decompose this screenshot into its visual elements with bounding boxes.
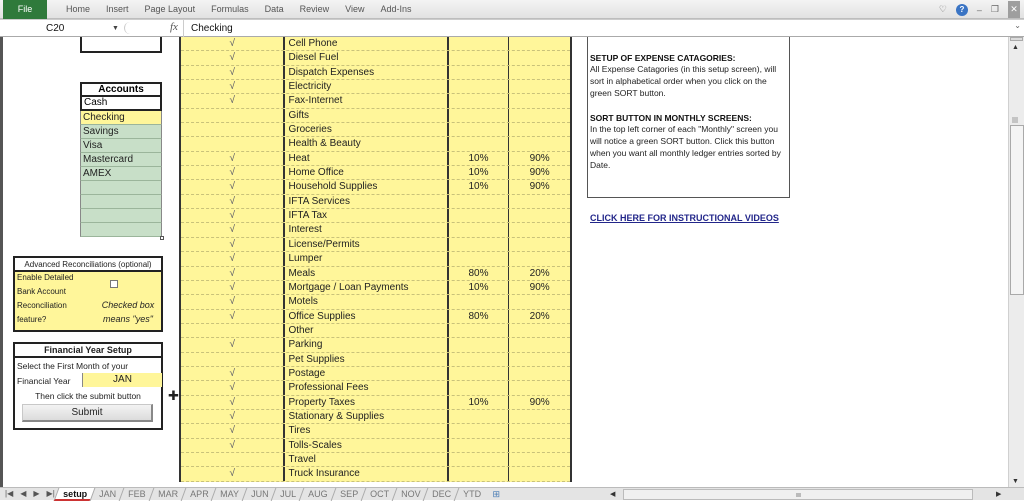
tab-formulas[interactable]: Formulas — [211, 4, 249, 14]
category-percent-2[interactable] — [508, 353, 570, 366]
category-enabled-check[interactable]: √ — [229, 310, 235, 322]
category-row[interactable] — [181, 109, 570, 123]
category-name[interactable]: IFTA Services — [283, 195, 446, 208]
sort-button-heading: SORT BUTTON IN MONTHLY SCREENS: — [590, 113, 752, 123]
category-name[interactable]: Interest — [283, 223, 446, 236]
account-cash[interactable]: Cash — [80, 97, 162, 111]
sheet-tab-label: DEC — [432, 489, 452, 499]
category-row[interactable] — [181, 195, 570, 209]
last-sheet-icon[interactable]: ▶| — [46, 489, 55, 498]
account-item[interactable]: Checking — [80, 111, 162, 125]
category-percent-2[interactable] — [508, 223, 570, 236]
category-name[interactable]: Tolls-Scales — [283, 439, 446, 452]
category-percent-2[interactable] — [508, 439, 570, 452]
sheet-tab-setup[interactable] — [54, 488, 95, 501]
category-percent-1[interactable] — [447, 453, 509, 466]
category-enabled-check[interactable]: √ — [229, 95, 235, 107]
category-percent-1[interactable] — [447, 223, 509, 236]
category-percent-2[interactable] — [508, 410, 570, 423]
ribbon-tab-bar — [0, 0, 1024, 19]
sheet-tab-aug[interactable] — [299, 488, 335, 501]
expense-categories-table — [179, 37, 572, 482]
category-percent-1[interactable]: 10% — [447, 396, 509, 409]
category-enabled-check[interactable]: √ — [229, 267, 235, 279]
formula-bar — [0, 19, 1024, 37]
category-row[interactable] — [181, 338, 570, 352]
close-window-icon[interactable]: ✕ — [1008, 1, 1020, 18]
financial-year-setup-panel — [13, 342, 163, 430]
category-percent-2[interactable] — [508, 195, 570, 208]
account-item[interactable] — [80, 181, 162, 195]
category-row[interactable] — [181, 123, 570, 137]
tab-home[interactable]: Home — [66, 4, 91, 14]
category-percent-2[interactable] — [508, 109, 570, 122]
sheet-tab-label: FEB — [128, 489, 146, 499]
category-enabled-check[interactable]: √ — [229, 425, 235, 437]
category-percent-1[interactable]: 10% — [447, 166, 509, 179]
reconciliation-label-line: feature? — [17, 315, 47, 324]
advanced-reconciliations-panel — [13, 256, 163, 332]
category-enabled-check[interactable] — [181, 353, 283, 366]
category-row[interactable] — [181, 252, 570, 266]
category-enabled-check[interactable]: √ — [229, 52, 235, 64]
category-enabled-check[interactable]: √ — [229, 396, 235, 408]
category-enabled-check[interactable]: √ — [229, 367, 235, 379]
expand-formula-bar-icon[interactable]: ⌄ — [1014, 21, 1021, 30]
category-enabled-check[interactable]: √ — [229, 181, 235, 193]
account-item[interactable] — [80, 223, 162, 237]
category-name[interactable]: Fax-Internet — [283, 94, 446, 107]
category-percent-1[interactable] — [447, 94, 509, 107]
tab-insert[interactable]: Insert — [106, 4, 129, 14]
help-icon[interactable]: ? — [956, 4, 968, 16]
category-percent-1[interactable] — [447, 137, 509, 150]
category-percent-2[interactable] — [508, 80, 570, 93]
split-handle[interactable] — [1010, 37, 1023, 41]
category-row[interactable] — [181, 209, 570, 223]
category-row[interactable] — [181, 152, 570, 166]
name-box-value: C20 — [46, 23, 65, 34]
category-row[interactable] — [181, 80, 570, 94]
tab-file[interactable]: File — [3, 0, 47, 19]
category-percent-1[interactable] — [447, 381, 509, 394]
category-name[interactable]: Diesel Fuel — [283, 51, 446, 64]
category-name[interactable]: Tires — [283, 424, 446, 437]
category-name[interactable]: Other — [283, 324, 446, 337]
advanced-reconciliations-body — [15, 272, 161, 330]
category-name[interactable]: Electricity — [283, 80, 446, 93]
category-row[interactable] — [181, 137, 570, 151]
category-name[interactable]: Dispatch Expenses — [283, 66, 446, 79]
category-enabled-check[interactable] — [181, 453, 283, 466]
advanced-reconciliations-title: Advanced Reconciliations (optional) — [15, 258, 161, 272]
category-percent-2[interactable] — [508, 295, 570, 308]
category-enabled-check[interactable]: √ — [229, 410, 235, 422]
category-enabled-check[interactable]: √ — [229, 439, 235, 451]
sheet-tab-label: MAY — [220, 489, 240, 499]
category-percent-2[interactable] — [508, 238, 570, 251]
checkbox-note: means "yes" — [103, 314, 153, 324]
category-row[interactable] — [181, 166, 570, 180]
category-name[interactable]: Parking — [283, 338, 446, 351]
category-row[interactable] — [181, 51, 570, 65]
category-row[interactable] — [181, 310, 570, 324]
setup-categories-text: All Expense Catagories (in this setup screen), will sort in alphabetical order when you click on the green SORT button. — [590, 64, 777, 98]
category-percent-2[interactable]: 20% — [508, 310, 570, 323]
reconciliation-label-line: Enable Detailed — [17, 273, 74, 282]
category-percent-2[interactable] — [508, 51, 570, 64]
reconciliation-label-line: Reconciliation — [17, 301, 67, 310]
account-item[interactable] — [80, 209, 162, 223]
category-percent-1[interactable] — [447, 367, 509, 380]
reconciliation-label-line: Bank Account — [17, 287, 66, 296]
category-name[interactable]: Health & Beauty — [283, 137, 446, 150]
category-name[interactable]: Gifts — [283, 109, 446, 122]
category-percent-1[interactable] — [447, 252, 509, 265]
category-name[interactable]: Postage — [283, 367, 446, 380]
category-percent-2[interactable] — [508, 381, 570, 394]
instructions-box — [587, 37, 790, 198]
category-name[interactable]: License/Permits — [283, 238, 446, 251]
sheet-tabs — [56, 488, 506, 501]
category-percent-2[interactable]: 90% — [508, 396, 570, 409]
sheet-tab-label: APR — [189, 489, 209, 499]
sheet-tab-label: NOV — [401, 489, 421, 499]
category-percent-2[interactable] — [508, 338, 570, 351]
category-percent-1[interactable]: 10% — [447, 281, 509, 294]
name-box-separator — [124, 22, 132, 34]
category-row[interactable] — [181, 66, 570, 80]
category-enabled-check[interactable]: √ — [229, 238, 235, 250]
category-percent-2[interactable] — [508, 137, 570, 150]
category-percent-2[interactable]: 90% — [508, 281, 570, 294]
category-row[interactable] — [181, 367, 570, 381]
minimize-ribbon-icon[interactable]: ♡ — [938, 4, 947, 14]
prev-sheet-icon[interactable]: ◀ — [20, 489, 27, 498]
sheet-nav — [5, 488, 55, 500]
category-name[interactable]: Groceries — [283, 123, 446, 136]
category-row[interactable] — [181, 295, 570, 309]
tab-data[interactable]: Data — [264, 4, 284, 14]
category-percent-1[interactable] — [447, 238, 509, 251]
formula-separator — [183, 20, 184, 37]
financial-year-title: Financial Year Setup — [15, 344, 161, 358]
category-enabled-check[interactable] — [181, 109, 283, 122]
worksheet[interactable] — [0, 37, 1008, 487]
instructional-videos-link[interactable]: CLICK HERE FOR INSTRUCTIONAL VIDEOS — [590, 213, 779, 223]
category-row[interactable] — [181, 94, 570, 108]
account-item[interactable] — [80, 195, 162, 209]
category-row[interactable] — [181, 281, 570, 295]
category-percent-1[interactable] — [447, 209, 509, 222]
sheet-tab-label: MAR — [157, 489, 178, 499]
ribbon-tabs — [58, 0, 420, 19]
category-percent-2[interactable] — [508, 367, 570, 380]
category-percent-1[interactable]: 80% — [447, 310, 509, 323]
category-percent-1[interactable] — [447, 66, 509, 79]
sheet-tab-feb[interactable] — [119, 488, 153, 501]
category-row[interactable] — [181, 467, 570, 481]
accounts-list — [80, 82, 162, 237]
minimize-window-icon[interactable]: – — [976, 4, 982, 15]
scroll-left-icon[interactable]: ◀ — [610, 491, 616, 498]
category-name[interactable]: Meals — [283, 267, 446, 280]
category-row[interactable] — [181, 353, 570, 367]
sheet-tab-label: JUL — [280, 489, 297, 499]
category-percent-2[interactable] — [508, 453, 570, 466]
horizontal-scrollbar[interactable] — [598, 489, 1010, 500]
category-enabled-check[interactable]: √ — [229, 210, 235, 222]
category-name[interactable]: Motels — [283, 295, 446, 308]
category-enabled-check[interactable]: √ — [229, 281, 235, 293]
first-month-select[interactable]: JAN — [82, 373, 162, 387]
category-enabled-check[interactable] — [181, 123, 283, 136]
insert-sheet-icon[interactable]: ⊞ — [492, 489, 501, 499]
insert-function-icon[interactable]: fx — [170, 21, 178, 33]
category-enabled-check[interactable]: √ — [229, 66, 235, 78]
category-enabled-check[interactable]: √ — [229, 195, 235, 207]
category-name[interactable]: Property Taxes — [283, 396, 446, 409]
top-cell-box[interactable] — [80, 37, 162, 53]
category-name[interactable]: Truck Insurance — [283, 467, 446, 480]
category-percent-1[interactable] — [447, 353, 509, 366]
category-percent-2[interactable]: 20% — [508, 267, 570, 280]
restore-window-icon[interactable]: ❐ — [990, 4, 999, 14]
sheet-tab-ytd[interactable] — [454, 488, 489, 501]
category-percent-2[interactable]: 90% — [508, 152, 570, 165]
category-name[interactable]: Household Supplies — [283, 180, 446, 193]
scroll-up-icon[interactable]: ▲ — [1012, 44, 1019, 51]
category-percent-1[interactable] — [447, 439, 509, 452]
category-enabled-check[interactable]: √ — [229, 296, 235, 308]
category-percent-1[interactable]: 10% — [447, 180, 509, 193]
category-name[interactable]: Home Office — [283, 166, 446, 179]
category-percent-1[interactable] — [447, 410, 509, 423]
category-percent-1[interactable] — [447, 123, 509, 136]
formula-input[interactable]: Checking — [191, 23, 233, 34]
tab-review[interactable]: Review — [299, 4, 330, 14]
category-name[interactable]: Heat — [283, 152, 446, 165]
category-percent-2[interactable] — [508, 467, 570, 480]
vertical-scroll-thumb[interactable] — [1010, 125, 1024, 295]
category-row[interactable] — [181, 424, 570, 438]
category-name[interactable]: Pet Supplies — [283, 353, 446, 366]
category-percent-1[interactable] — [447, 109, 509, 122]
category-percent-1[interactable]: 80% — [447, 267, 509, 280]
category-enabled-check[interactable]: √ — [229, 167, 235, 179]
category-percent-2[interactable]: 90% — [508, 166, 570, 179]
category-percent-1[interactable] — [447, 467, 509, 480]
sheet-tab-label: JAN — [99, 489, 117, 499]
sheet-tab-label: OCT — [370, 489, 390, 499]
category-row[interactable] — [181, 37, 570, 51]
category-name[interactable]: Stationary & Supplies — [283, 410, 446, 423]
sheet-tab-label: setup — [63, 489, 88, 499]
category-row[interactable] — [181, 267, 570, 281]
account-item[interactable]: Savings — [80, 125, 162, 139]
category-percent-2[interactable] — [508, 123, 570, 136]
category-percent-2[interactable] — [508, 424, 570, 437]
financial-year-label: Financial Year — [17, 376, 71, 386]
category-name[interactable]: IFTA Tax — [283, 209, 446, 222]
submit-instruction: Then click the submit button — [35, 391, 141, 401]
category-enabled-check[interactable]: √ — [229, 81, 235, 93]
scroll-grip-icon — [796, 493, 801, 497]
category-name[interactable]: Lumper — [283, 252, 446, 265]
checkbox-note: Checked box — [101, 300, 155, 310]
category-percent-1[interactable] — [447, 80, 509, 93]
category-percent-1[interactable] — [447, 338, 509, 351]
cell-cursor-icon: ✚ — [168, 388, 179, 403]
category-enabled-check[interactable]: √ — [229, 253, 235, 265]
sheet-tab-label: AUG — [308, 489, 329, 499]
next-sheet-icon[interactable]: ▶ — [33, 489, 40, 498]
category-percent-1[interactable]: 10% — [447, 152, 509, 165]
category-percent-1[interactable] — [447, 424, 509, 437]
category-row[interactable] — [181, 439, 570, 453]
setup-categories-heading: SETUP OF EXPENSE CATAGORIES: — [590, 53, 736, 63]
tab-view[interactable]: View — [345, 4, 365, 14]
category-percent-1[interactable] — [447, 51, 509, 64]
horizontal-scroll-track[interactable] — [623, 489, 973, 500]
category-enabled-check[interactable]: √ — [229, 339, 235, 351]
vertical-scrollbar[interactable] — [1008, 37, 1024, 487]
category-row[interactable] — [181, 453, 570, 467]
window-edge — [0, 37, 3, 487]
first-sheet-icon[interactable]: |◀ — [5, 489, 14, 498]
category-enabled-check[interactable]: √ — [229, 382, 235, 394]
accounts-title: Accounts — [80, 82, 162, 97]
category-row[interactable] — [181, 381, 570, 395]
category-enabled-check[interactable]: √ — [229, 38, 235, 49]
submit-button[interactable]: Submit — [22, 404, 153, 422]
account-item[interactable]: AMEX — [80, 167, 162, 181]
sheet-tab-oct[interactable] — [361, 488, 397, 501]
category-row[interactable] — [181, 223, 570, 237]
scroll-down-icon[interactable]: ▼ — [1012, 478, 1019, 485]
scroll-right-icon[interactable]: ▶ — [996, 491, 1002, 498]
category-percent-2[interactable] — [508, 324, 570, 337]
category-percent-2[interactable] — [508, 37, 570, 50]
category-enabled-check[interactable] — [181, 137, 283, 150]
category-enabled-check[interactable]: √ — [229, 468, 235, 480]
sheet-tab-bar — [0, 487, 1024, 500]
sheet-tab-label: JUN — [251, 489, 269, 499]
scroll-grip-icon — [1012, 117, 1018, 123]
category-percent-2[interactable] — [508, 94, 570, 107]
category-percent-2[interactable] — [508, 252, 570, 265]
category-percent-2[interactable]: 90% — [508, 180, 570, 193]
resize-handle[interactable] — [160, 236, 164, 240]
account-item[interactable]: Visa — [80, 139, 162, 153]
category-percent-1[interactable] — [447, 37, 509, 50]
enable-reconciliation-checkbox[interactable] — [110, 280, 118, 288]
category-name[interactable]: Travel — [283, 453, 446, 466]
sheet-tab-label: SEP — [340, 489, 359, 499]
category-percent-2[interactable] — [508, 66, 570, 79]
category-name[interactable]: Cell Phone — [283, 37, 446, 50]
category-percent-1[interactable] — [447, 295, 509, 308]
category-enabled-check[interactable]: √ — [229, 224, 235, 236]
sheet-tab-mar[interactable] — [148, 488, 185, 501]
category-percent-1[interactable] — [447, 195, 509, 208]
category-row[interactable] — [181, 238, 570, 252]
window-controls — [939, 0, 1024, 19]
account-item[interactable]: Mastercard — [80, 153, 162, 167]
category-row[interactable] — [181, 410, 570, 424]
name-box[interactable] — [4, 21, 124, 36]
category-percent-1[interactable] — [447, 324, 509, 337]
category-name[interactable]: Mortgage / Loan Payments — [283, 281, 446, 294]
category-row[interactable] — [181, 324, 570, 338]
tab-page-layout[interactable]: Page Layout — [144, 4, 196, 14]
sheet-tab-may[interactable] — [211, 488, 247, 501]
category-row[interactable] — [181, 180, 570, 194]
category-percent-2[interactable] — [508, 209, 570, 222]
sort-button-text: In the top left corner of each "Monthly" screen you will notice a green SORT button. Click this button when you want all monthly ledger entries sorted by Date. — [590, 124, 781, 170]
chevron-down-icon[interactable]: ▼ — [112, 25, 119, 32]
category-enabled-check[interactable]: √ — [229, 152, 235, 164]
tab-add-ins[interactable]: Add-Ins — [380, 4, 412, 14]
sheet-tab-label: YTD — [463, 489, 482, 499]
category-name[interactable]: Office Supplies — [283, 310, 446, 323]
financial-year-instruction: Select the First Month of your — [17, 361, 129, 371]
category-name[interactable]: Professional Fees — [283, 381, 446, 394]
category-enabled-check[interactable] — [181, 324, 283, 337]
category-row[interactable] — [181, 396, 570, 410]
